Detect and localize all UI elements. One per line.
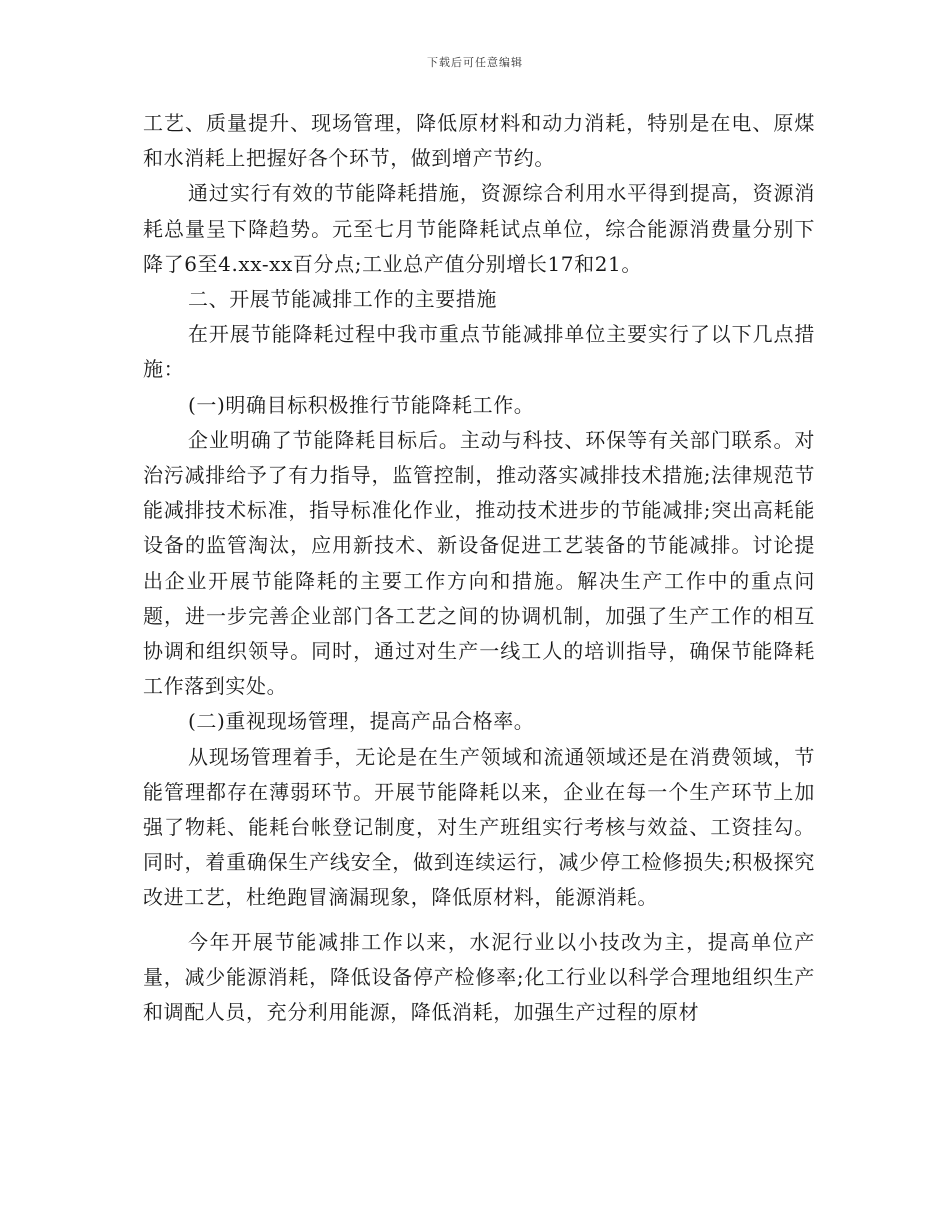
paragraph-industry: 今年开展节能减排工作以来，水泥行业以小技改为主，提高单位产量，减少能源消耗，降低设备停产检修率;化工行业以科学合理地组织生产和调配人员，充分利用能源，降低消耗，加强生产过程的原材	[143, 929, 815, 1025]
subheading-1: (一)明确目标积极推行节能降耗工作。	[188, 392, 535, 417]
paragraph-intro: 在开展节能降耗过程中我市重点节能减排单位主要实行了以下几点措施：	[143, 322, 815, 382]
page-header: 下载后可任意编辑	[427, 56, 523, 69]
paragraph-results: 通过实行有效的节能降耗措施，资源综合利用水平得到提高，资源消耗总量呈下降趋势。元至七月节能降耗试点单位，综合能源消费量分别下降了6至4.xx-xx百分点;工业总产值分别增长17和21。	[143, 181, 815, 276]
paragraph-continued: 工艺、质量提升、现场管理，降低原材料和动力消耗，特别是在电、原煤和水消耗上把握好各个环节，做到增产节约。	[143, 111, 815, 171]
paragraph-measure-1: 企业明确了节能降耗目标后。主动与科技、环保等有关部门联系。对治污减排给予了有力指导，监管控制，推动落实减排技术措施;法律规范节能减排技术标准，指导标准化作业，推动技术进步的节能减排;突出高耗能设备的监管淘汰，应用新技术、新设备促进工艺装备的节能减排。讨论提出企业开展节能降耗的主要工作方向和措施。解决生产工作中的重点问题，进一步完善企业部门各工艺之间的协调机制，加强了生产工作的相互协调和组织领导。同时，通过对生产一线工人的培训指导，确保节能降耗工作落到实处。	[143, 427, 815, 699]
document-body	[143, 106, 815, 1030]
paragraph-measure-2: 从现场管理着手，无论是在生产领域和流通领域还是在消费领域，节能管理都存在薄弱环节。开展节能降耗以来，企业在每一个生产环节上加强了物耗、能耗台帐登记制度，对生产班组实行考核与效益、工资挂勾。同时，着重确保生产线安全，做到连续运行，减少停工检修损失;积极探究改进工艺，杜绝跑冒滴漏现象，降低原材料，能源消耗。	[143, 744, 815, 910]
section-heading: 二、开展节能减排工作的主要措施	[188, 287, 497, 312]
subheading-2: (二)重视现场管理，提高产品合格率。	[188, 709, 535, 734]
